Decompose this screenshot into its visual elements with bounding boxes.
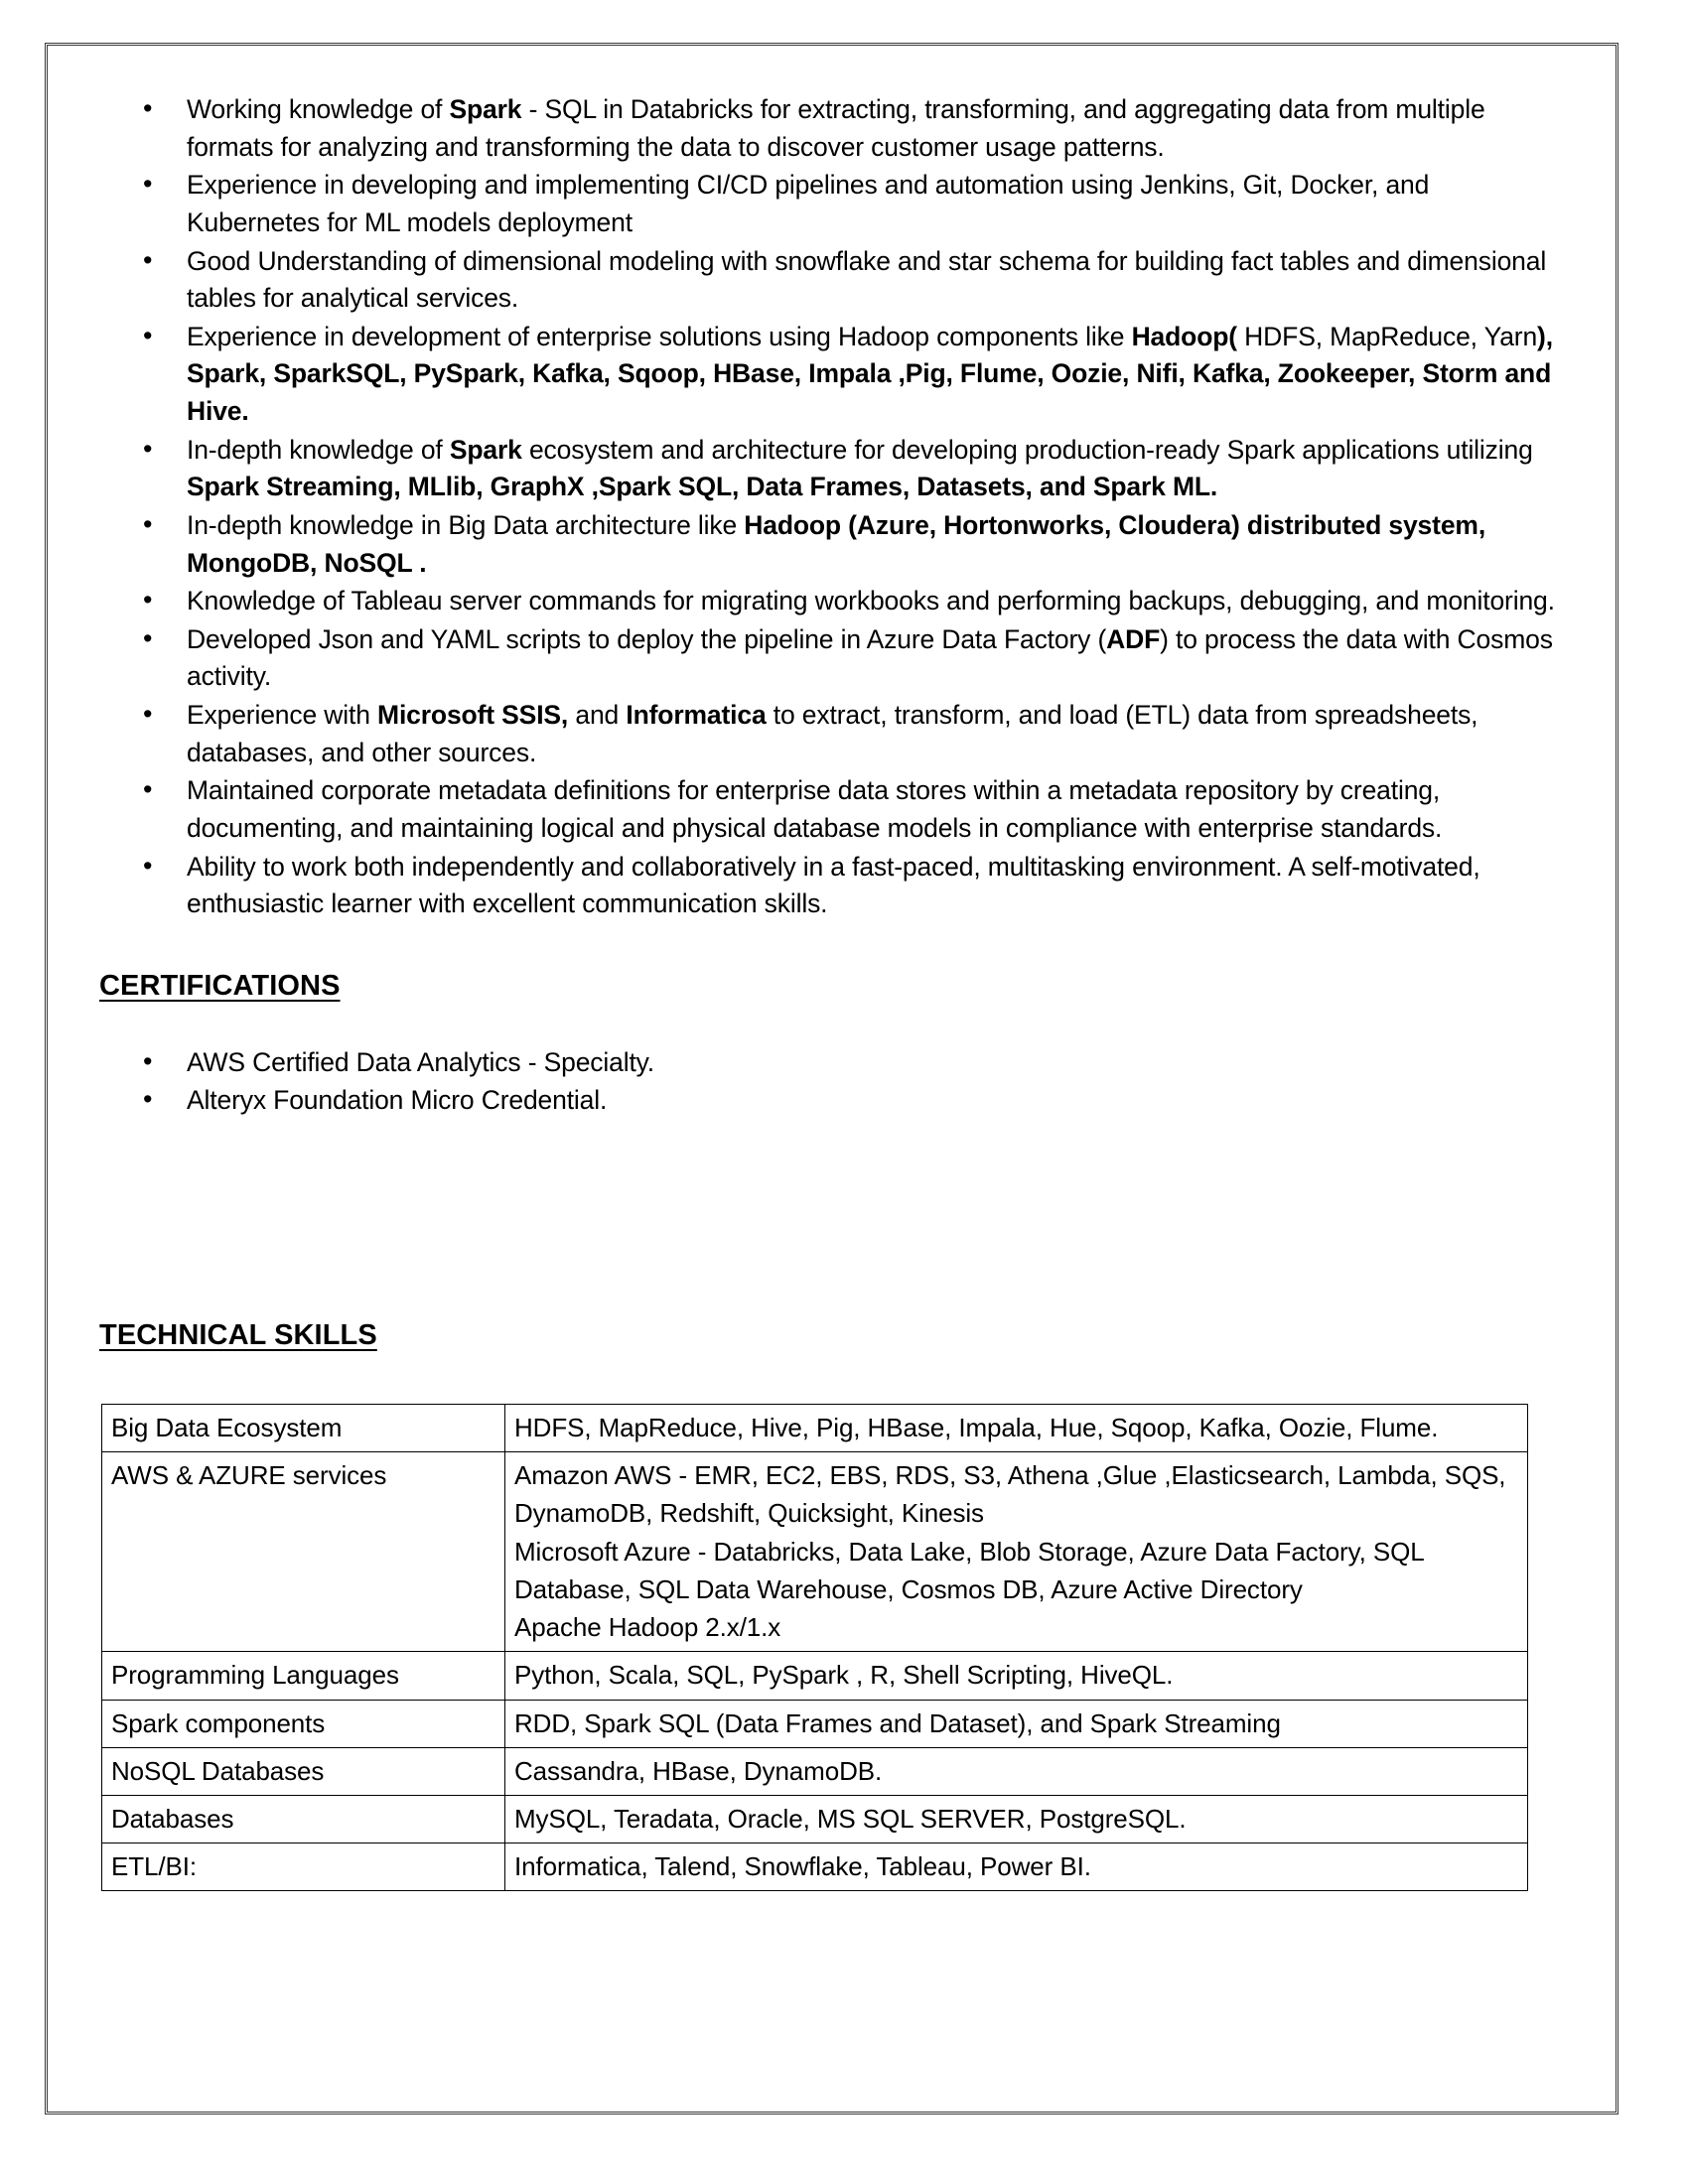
text-run: In-depth knowledge in Big Data architecture like xyxy=(187,509,745,540)
skills-bullet-item xyxy=(99,507,1564,582)
skill-value-line: RDD, Spark SQL (Data Frames and Dataset), and Spark Streaming xyxy=(514,1707,1281,1738)
skills-bullet-item xyxy=(99,697,1564,771)
technical-skills-table xyxy=(101,1404,1528,1891)
skills-bullet-item xyxy=(99,432,1564,506)
table-row xyxy=(102,1843,1528,1891)
table-row xyxy=(102,1405,1528,1452)
table-row xyxy=(102,1652,1528,1700)
text-run: and xyxy=(568,700,627,730)
skill-category-cell: NoSQL Databases xyxy=(102,1747,505,1795)
bold-text-run: ), Spark, SparkSQL, PySpark, Kafka, Sqoop, HBase, Impala ,Pig, Flume, Oozie, Nifi, Kafka, Zookeeper, Storm and Hive. xyxy=(187,321,1553,426)
text-run: Maintained corporate metadata definitions for enterprise data stores within a metadata repository by creating, documenting, and maintaining logical and physical database models in compliance with enterprise standards. xyxy=(187,775,1443,843)
skills-bullet-item xyxy=(99,319,1564,431)
skill-value-cell xyxy=(505,1747,1528,1795)
skill-category-cell: Spark components xyxy=(102,1700,505,1747)
technical-skills-table-body xyxy=(102,1405,1528,1891)
bold-text-run: Spark xyxy=(449,434,522,465)
skill-category-cell: ETL/BI: xyxy=(102,1843,505,1891)
bold-text-run: ADF xyxy=(1106,623,1161,654)
certifications-heading: CERTIFICATIONS xyxy=(99,969,341,1002)
skill-value-line: Python, Scala, SQL, PySpark , R, Shell Scripting, HiveQL. xyxy=(514,1660,1174,1691)
text-run: In-depth knowledge of xyxy=(187,434,450,465)
skill-category-cell: Databases xyxy=(102,1795,505,1843)
spacer xyxy=(99,1121,1564,1319)
skill-value-cell xyxy=(505,1700,1528,1747)
spacer xyxy=(99,924,1564,970)
skills-bullet-item xyxy=(99,91,1564,166)
table-row xyxy=(102,1700,1528,1747)
technical-skills-heading: TECHNICAL SKILLS xyxy=(99,1319,377,1351)
skills-bullet-item xyxy=(99,849,1564,923)
text-run: Ability to work both independently and collaboratively in a fast-paced, multitasking environment. A self-motivated, enthusiastic learner with excellent communication skills. xyxy=(187,851,1480,919)
text-run: Knowledge of Tableau server commands for migrating workbooks and performing backups, debugging, and monitoring. xyxy=(187,586,1555,616)
skill-category-cell: Programming Languages xyxy=(102,1652,505,1700)
certification-item: • AWS Certified Data Analytics - Specialty. xyxy=(99,1044,1564,1082)
skill-value-line: Informatica, Talend, Snowflake, Tableau, Power BI. xyxy=(514,1851,1091,1882)
skill-value-line: Amazon AWS - EMR, EC2, EBS, RDS, S3, Athena ,Glue ,Elasticsearch, Lambda, SQS, DynamoDB, Redshift, Quicksight, Kinesis xyxy=(514,1460,1506,1529)
table-row xyxy=(102,1795,1528,1843)
skills-bullet-item xyxy=(99,243,1564,318)
page-content xyxy=(48,46,1616,2112)
page-border-frame xyxy=(45,43,1618,2115)
text-run: Working knowledge of xyxy=(187,94,450,124)
table-row xyxy=(102,1747,1528,1795)
bold-text-run: Spark xyxy=(449,94,522,124)
bold-text-run: Hadoop( xyxy=(1131,321,1237,351)
text-run: HDFS, MapReduce, Yarn xyxy=(1236,321,1538,351)
skill-value-line: Cassandra, HBase, DynamoDB. xyxy=(514,1755,883,1786)
bold-text-run: Spark Streaming, MLlib, GraphX ,Spark SQL, Data Frames, Datasets, and Spark ML. xyxy=(187,472,1218,502)
text-run: Experience in developing and implementing CI/CD pipelines and automation using Jenkins, Git, Docker, and Kubernetes for ML models deployment xyxy=(187,170,1430,237)
spacer xyxy=(99,1003,1564,1044)
bold-text-run: Microsoft SSIS, xyxy=(377,700,569,730)
skill-value-cell xyxy=(505,1652,1528,1700)
text-run: Experience in development of enterprise solutions using Hadoop components like xyxy=(187,321,1132,351)
certifications-list xyxy=(99,1044,1564,1120)
text-run: Good Understanding of dimensional modeling with snowflake and star schema for building fact tables and dimensional tables for analytical services. xyxy=(187,245,1547,314)
skill-value-line: Microsoft Azure - Databricks, Data Lake, Blob Storage, Azure Data Factory, SQL Database, SQL Data Warehouse, Cosmos DB, Azure Active Directory xyxy=(514,1536,1424,1604)
skills-bullet-item xyxy=(99,621,1564,696)
text-run: to extract, transform, and load (ETL) data from spreadsheets, databases, and other sources. xyxy=(187,700,1478,767)
skills-bullet-list xyxy=(99,91,1564,923)
text-run: ecosystem and architecture for developing production-ready Spark applications utilizing xyxy=(521,434,1533,465)
text-run: ) to process the data with Cosmos activity. xyxy=(187,623,1553,692)
skills-bullet-item xyxy=(99,583,1564,620)
skill-value-cell xyxy=(505,1405,1528,1452)
skill-value-line: HDFS, MapReduce, Hive, Pig, HBase, Impala, Hue, Sqoop, Kafka, Oozie, Flume. xyxy=(514,1413,1439,1442)
skill-category-cell: AWS & AZURE services xyxy=(102,1452,505,1652)
skill-value-cell xyxy=(505,1795,1528,1843)
bold-text-run: Hadoop (Azure, Hortonworks, Cloudera) distributed system, MongoDB, NoSQL . xyxy=(187,509,1486,578)
skill-value-cell xyxy=(505,1843,1528,1891)
table-row xyxy=(102,1452,1528,1652)
text-run: Experience with xyxy=(187,700,378,730)
bold-text-run: Informatica xyxy=(626,700,767,730)
text-run: Developed Json and YAML scripts to deploy the pipeline in Azure Data Factory ( xyxy=(187,623,1107,654)
skills-bullet-item xyxy=(99,167,1564,241)
certification-item: • Alteryx Foundation Micro Credential. xyxy=(99,1082,1564,1120)
skill-value-line: MySQL, Teradata, Oracle, MS SQL SERVER, PostgreSQL. xyxy=(514,1803,1187,1834)
text-run: - SQL in Databricks for extracting, transforming, and aggregating data from multiple formats for analyzing and transforming the data to discover customer usage patterns. xyxy=(187,94,1485,162)
skills-bullet-item xyxy=(99,772,1564,847)
skill-category-cell: Big Data Ecosystem xyxy=(102,1405,505,1452)
spacer xyxy=(99,1352,1564,1404)
skill-value-line: Apache Hadoop 2.x/1.x xyxy=(514,1612,781,1643)
skill-value-cell xyxy=(505,1452,1528,1652)
